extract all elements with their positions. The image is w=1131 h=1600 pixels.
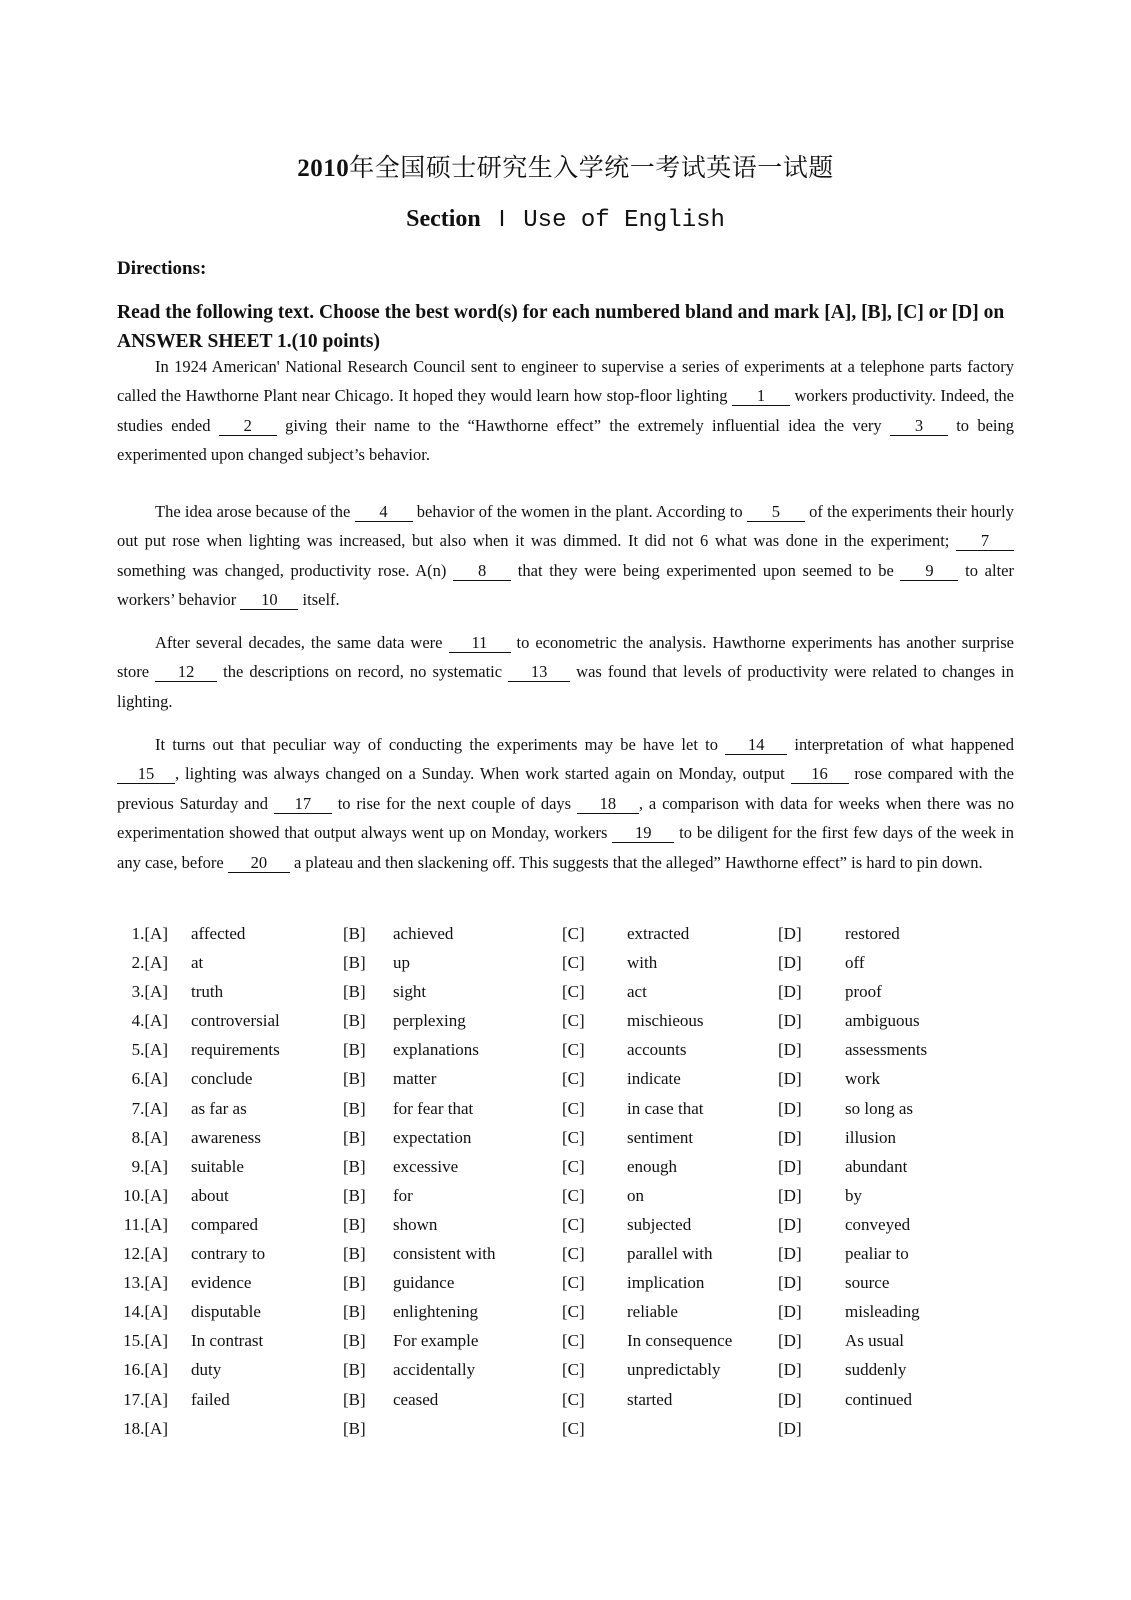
blank-16: 16 bbox=[791, 765, 849, 784]
option-b: ceased bbox=[393, 1389, 439, 1409]
option-b: expectation bbox=[393, 1127, 472, 1147]
label-d: [D] bbox=[778, 1273, 802, 1293]
label-c: [C] bbox=[562, 1418, 585, 1438]
section-title: Use of English bbox=[523, 207, 725, 234]
passage-paragraph-2 bbox=[117, 497, 1014, 615]
question-number: 17.[A] bbox=[123, 1389, 168, 1409]
option-row-9 bbox=[110, 1152, 1010, 1181]
label-d: [D] bbox=[778, 924, 802, 943]
blank-17: 17 bbox=[274, 795, 332, 814]
option-b: matter bbox=[393, 1069, 437, 1089]
page-title bbox=[0, 148, 1131, 184]
label-c: [C] bbox=[562, 1331, 585, 1351]
option-row-5 bbox=[110, 1035, 1010, 1064]
text: that they were being experimented upon seemed to be bbox=[511, 560, 901, 580]
question-number: 12.[A] bbox=[123, 1244, 168, 1264]
text: to rise for the next couple of days bbox=[331, 793, 577, 813]
option-b: achieved bbox=[393, 924, 454, 943]
option-d: restored bbox=[845, 924, 900, 943]
option-a: suitable bbox=[191, 1156, 244, 1176]
option-b: for bbox=[393, 1185, 413, 1205]
label-c: [C] bbox=[562, 1273, 585, 1293]
question-number: 13.[A] bbox=[123, 1273, 168, 1293]
text: After several decades, the same data were bbox=[155, 633, 449, 652]
option-c: reliable bbox=[627, 1302, 678, 1322]
text: to alter workers’ behavior bbox=[117, 560, 1014, 610]
blank-14: 14 bbox=[725, 736, 787, 755]
option-a: truth bbox=[191, 982, 224, 1002]
option-row-14 bbox=[110, 1297, 1010, 1326]
text: of the experiments their hourly out put rose when lighting was increased, but also when it was dimmed. It did not bbox=[117, 502, 1014, 551]
question-number: 3.[A] bbox=[131, 982, 168, 1002]
option-d: off bbox=[845, 953, 865, 973]
option-d: so long as bbox=[845, 1098, 913, 1118]
option-b: sight bbox=[393, 982, 427, 1002]
option-d: ambiguous bbox=[845, 1011, 920, 1031]
option-b: consistent with bbox=[393, 1244, 496, 1264]
label-c: [C] bbox=[562, 1156, 585, 1176]
section-heading bbox=[0, 206, 1131, 234]
option-a: compared bbox=[191, 1214, 259, 1234]
label-b: [B] bbox=[343, 953, 366, 973]
label-b: [B] bbox=[343, 1418, 366, 1438]
blank-7: 7 bbox=[956, 532, 1014, 551]
label-b: [B] bbox=[343, 1273, 366, 1293]
option-a: at bbox=[191, 953, 204, 973]
option-c: mischieous bbox=[627, 1011, 704, 1031]
label-d: [D] bbox=[778, 1098, 802, 1118]
option-d: source bbox=[845, 1273, 890, 1293]
option-b: For example bbox=[393, 1331, 479, 1351]
text: was found that levels of productivity were related to changes in lighting. bbox=[117, 662, 1014, 711]
option-d: abundant bbox=[845, 1156, 908, 1176]
label-b: [B] bbox=[343, 1011, 366, 1031]
option-row-2 bbox=[110, 948, 1010, 977]
option-a: disputable bbox=[191, 1302, 261, 1322]
blank-9: 9 bbox=[900, 562, 958, 581]
option-c: implication bbox=[627, 1273, 705, 1293]
label-d: [D] bbox=[778, 1011, 802, 1031]
option-row-10 bbox=[110, 1181, 1010, 1210]
question-number: 2.[A] bbox=[131, 953, 168, 973]
title-text: 年全国硕士研究生入学统一考试英语一试题 bbox=[349, 155, 834, 182]
blank-1: 1 bbox=[732, 387, 790, 406]
label-b: [B] bbox=[343, 1214, 366, 1234]
text: something was changed, productivity rose. A(n) bbox=[117, 560, 454, 580]
option-row-11 bbox=[110, 1210, 1010, 1239]
section-word: Section bbox=[406, 206, 481, 232]
question-number: 1.[A] bbox=[131, 924, 168, 943]
label-c: [C] bbox=[562, 1040, 585, 1060]
option-c: extracted bbox=[627, 924, 690, 943]
text: The idea arose because of the bbox=[155, 502, 355, 521]
option-row-12 bbox=[110, 1239, 1010, 1268]
option-d: illusion bbox=[845, 1127, 897, 1147]
option-d: conveyed bbox=[845, 1214, 911, 1234]
label-b: [B] bbox=[343, 1389, 366, 1409]
option-row-1 bbox=[110, 919, 1010, 948]
label-b: [B] bbox=[343, 1360, 366, 1380]
label-d: [D] bbox=[778, 982, 802, 1002]
label-d: [D] bbox=[778, 1069, 802, 1089]
question-number: 14.[A] bbox=[123, 1302, 168, 1322]
passage-paragraph-1 bbox=[117, 352, 1014, 470]
option-b: explanations bbox=[393, 1040, 479, 1060]
option-a: evidence bbox=[191, 1273, 252, 1293]
question-number: 5.[A] bbox=[131, 1040, 168, 1060]
option-d: by bbox=[845, 1185, 862, 1205]
option-c: unpredictably bbox=[627, 1360, 721, 1380]
option-c: act bbox=[627, 982, 647, 1002]
label-d: [D] bbox=[778, 1302, 802, 1322]
option-row-18 bbox=[110, 1414, 1010, 1443]
option-d: continued bbox=[845, 1389, 913, 1409]
option-c: parallel with bbox=[627, 1244, 713, 1264]
option-b: guidance bbox=[393, 1273, 455, 1293]
blank-18: 18 bbox=[577, 795, 639, 814]
text: a plateau and then slackening off. This suggests that the alleged” Hawthorne effect” is hard to pin down. bbox=[289, 852, 983, 872]
label-b: [B] bbox=[343, 1185, 366, 1205]
label-d: [D] bbox=[778, 1389, 802, 1409]
blank-19: 19 bbox=[612, 824, 674, 843]
label-b: [B] bbox=[343, 982, 366, 1002]
label-d: [D] bbox=[778, 1331, 802, 1351]
label-d: [D] bbox=[778, 1360, 802, 1380]
option-b: for fear that bbox=[393, 1098, 474, 1118]
label-d: [D] bbox=[778, 1040, 802, 1060]
title-year: 2010 bbox=[297, 155, 350, 182]
question-number: 8.[A] bbox=[131, 1127, 168, 1147]
option-row-6 bbox=[110, 1064, 1010, 1093]
option-a: contrary to bbox=[191, 1244, 266, 1264]
blank-3: 3 bbox=[890, 417, 948, 436]
question-number: 6.[A] bbox=[131, 1069, 168, 1089]
option-row-3 bbox=[110, 977, 1010, 1006]
option-c: enough bbox=[627, 1156, 678, 1176]
options-table bbox=[110, 919, 1010, 1443]
question-number: 16.[A] bbox=[123, 1360, 168, 1380]
blank-11: 11 bbox=[449, 634, 511, 653]
text: giving their name to the “Hawthorne effect” the extremely influential idea the very bbox=[276, 415, 890, 435]
passage-paragraph-3 bbox=[117, 628, 1014, 716]
label-b: [B] bbox=[343, 1069, 366, 1089]
text: , lighting was always changed on a Sunday. When work started again on Monday, output bbox=[175, 764, 791, 784]
option-a: In contrast bbox=[191, 1331, 264, 1351]
label-c: [C] bbox=[562, 924, 585, 943]
text: to be diligent for the first few days of the week in any case, before bbox=[117, 823, 1014, 872]
label-c: [C] bbox=[562, 953, 585, 973]
label-c: [C] bbox=[562, 1011, 585, 1031]
text: , a comparison with data for weeks when there was no experimentation showed that output always went up on Monday, workers bbox=[117, 793, 1014, 843]
label-b: [B] bbox=[343, 924, 366, 943]
option-a: awareness bbox=[191, 1127, 261, 1147]
label-d: [D] bbox=[778, 1127, 802, 1147]
option-b: perplexing bbox=[393, 1011, 466, 1031]
option-row-4 bbox=[110, 1006, 1010, 1035]
label-c: [C] bbox=[562, 1389, 585, 1409]
directions-label: Directions: bbox=[117, 258, 207, 279]
blank-4: 4 bbox=[355, 503, 413, 522]
label-c: [C] bbox=[562, 1098, 585, 1118]
text: behavior of the women in the plant. According to bbox=[412, 502, 747, 521]
text: It turns out that peculiar way of conducting the experiments may be have let to bbox=[155, 735, 726, 754]
option-row-7 bbox=[110, 1094, 1010, 1123]
option-row-8 bbox=[110, 1123, 1010, 1152]
question-number: 9.[A] bbox=[131, 1156, 168, 1176]
text: workers productivity. Indeed, the studies ended bbox=[117, 386, 1014, 435]
option-c: on bbox=[627, 1185, 644, 1205]
option-c: in case that bbox=[627, 1098, 704, 1118]
label-b: [B] bbox=[343, 1040, 366, 1060]
label-b: [B] bbox=[343, 1331, 366, 1351]
label-b: [B] bbox=[343, 1156, 366, 1176]
question-number: 15.[A] bbox=[123, 1331, 168, 1351]
option-a: as far as bbox=[191, 1098, 247, 1118]
question-number: 10.[A] bbox=[123, 1185, 168, 1205]
label-c: [C] bbox=[562, 1214, 585, 1234]
option-d: suddenly bbox=[845, 1360, 907, 1380]
blank-15: 15 bbox=[117, 765, 175, 784]
label-d: [D] bbox=[778, 1156, 802, 1176]
label-b: [B] bbox=[343, 1127, 366, 1147]
option-a: about bbox=[191, 1185, 229, 1205]
option-c: with bbox=[627, 953, 658, 973]
label-c: [C] bbox=[562, 1302, 585, 1322]
question-number: 7.[A] bbox=[131, 1098, 168, 1118]
label-d: [D] bbox=[778, 953, 802, 973]
option-d: proof bbox=[845, 982, 882, 1002]
option-c: subjected bbox=[627, 1214, 692, 1234]
question-number: 18.[A] bbox=[123, 1418, 168, 1438]
option-d: work bbox=[845, 1069, 880, 1089]
option-c: accounts bbox=[627, 1040, 687, 1060]
blank-2: 2 bbox=[219, 417, 277, 436]
label-d: [D] bbox=[778, 1214, 802, 1234]
label-d: [D] bbox=[778, 1185, 802, 1205]
text: rose compared with the previous Saturday and bbox=[117, 764, 1014, 813]
blank-10: 10 bbox=[240, 591, 298, 610]
label-c: [C] bbox=[562, 1360, 585, 1380]
text: to being experimented upon changed subject’s behavior. bbox=[117, 415, 1014, 465]
text: the descriptions on record, no systematic bbox=[217, 662, 509, 682]
option-a: duty bbox=[191, 1360, 222, 1380]
option-a: controversial bbox=[191, 1011, 280, 1031]
directions-text: Read the following text. Choose the best word(s) for each numbered bland and mark [A], [B], [C] or [D] on ANSWER SHEET 1.(10 points) bbox=[117, 302, 1005, 352]
option-b: accidentally bbox=[393, 1360, 476, 1380]
section-numeral: Ⅰ bbox=[498, 207, 506, 232]
label-c: [C] bbox=[562, 1244, 585, 1264]
option-row-16 bbox=[110, 1355, 1010, 1384]
option-d: misleading bbox=[845, 1302, 920, 1322]
blank-13: 13 bbox=[508, 663, 570, 682]
question-number: 11.[A] bbox=[123, 1214, 168, 1234]
label-c: [C] bbox=[562, 1185, 585, 1205]
passage-paragraph-4 bbox=[117, 730, 1014, 877]
option-a: conclude bbox=[191, 1069, 253, 1089]
text: itself. bbox=[298, 590, 340, 610]
blank-5: 5 bbox=[747, 503, 805, 522]
text: what was done in the experiment; bbox=[708, 531, 956, 551]
option-c: In consequence bbox=[627, 1331, 733, 1351]
option-a: affected bbox=[191, 924, 246, 943]
option-c: sentiment bbox=[627, 1127, 694, 1147]
option-d: assessments bbox=[845, 1040, 928, 1060]
option-row-13 bbox=[110, 1268, 1010, 1297]
option-b: shown bbox=[393, 1214, 438, 1234]
label-c: [C] bbox=[562, 1127, 585, 1147]
label-d: [D] bbox=[778, 1244, 802, 1264]
blank-8: 8 bbox=[453, 562, 511, 581]
blank-12: 12 bbox=[155, 663, 217, 682]
option-row-17 bbox=[110, 1385, 1010, 1414]
option-d: As usual bbox=[845, 1331, 905, 1351]
option-c: indicate bbox=[627, 1069, 681, 1089]
option-d: pealiar to bbox=[845, 1244, 909, 1264]
option-b: excessive bbox=[393, 1156, 459, 1176]
option-c: started bbox=[627, 1389, 673, 1409]
label-b: [B] bbox=[343, 1302, 366, 1322]
label-b: [B] bbox=[343, 1244, 366, 1264]
option-a: failed bbox=[191, 1389, 230, 1409]
label-c: [C] bbox=[562, 982, 585, 1002]
label-b: [B] bbox=[343, 1098, 366, 1118]
label-c: [C] bbox=[562, 1069, 585, 1089]
blank-6: 6 bbox=[699, 531, 709, 551]
blank-20: 20 bbox=[228, 854, 290, 873]
option-b: up bbox=[393, 953, 410, 973]
text: to econometric the analysis. Hawthorne experiments has another surprise store bbox=[117, 633, 1014, 682]
option-row-15 bbox=[110, 1326, 1010, 1355]
text: In 1924 American' National Research Council sent to engineer to supervise a series of experiments at a telephone parts factory called the Hawthorne Plant near Chicago. It hoped they would learn how stop-floor lighting bbox=[117, 357, 1014, 406]
option-b: enlightening bbox=[393, 1302, 478, 1322]
text: interpretation of what happened bbox=[787, 735, 1014, 754]
label-d: [D] bbox=[778, 1418, 802, 1438]
option-a: requirements bbox=[191, 1040, 280, 1060]
question-number: 4.[A] bbox=[131, 1011, 168, 1031]
